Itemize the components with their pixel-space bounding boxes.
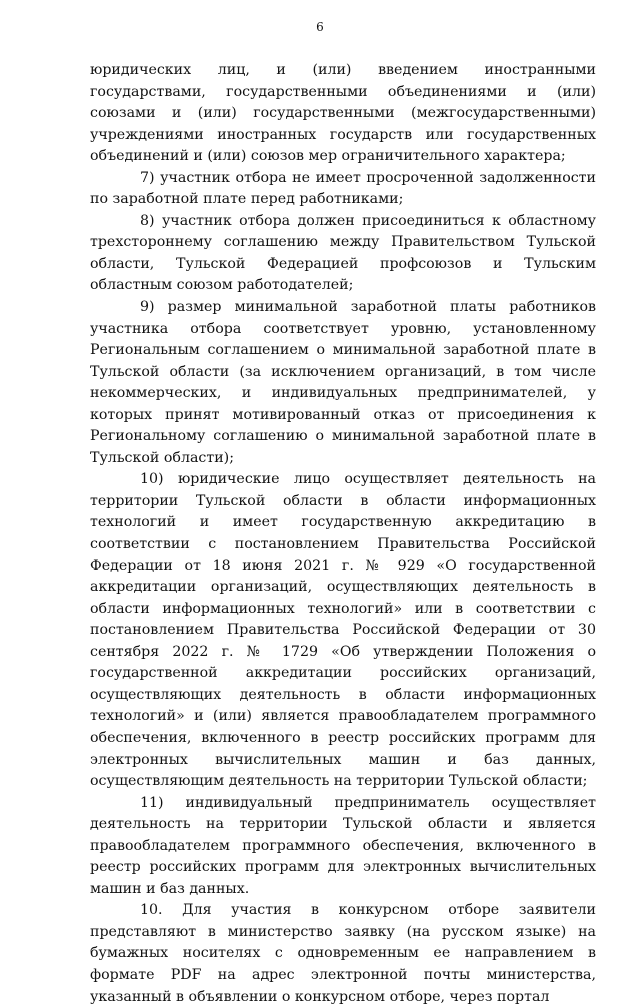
paragraph-item-7: 7) участник отбора не имеет просроченной задолженности по заработной плате перед работниками; (90, 169, 596, 208)
paragraph-item-11: 11) индивидуальный предприниматель осуществляет деятельность на территории Тульской области и является правообладателем программного обеспечения, включенного в реестр российских программ для электронных вычислительных машин и баз данных. (90, 794, 596, 897)
paragraph-continuation: юридических лиц, и (или) введением иностранными государствами, государственными объединениями и (или) союзами и (или) государственными (межгосударственными) учреждениями иностранных государств или государственных объединений и (или) союзов мер ограничительного характера; (90, 62, 596, 165)
paragraph-item-8: 8) участник отбора должен присоединиться к областному трехстороннему соглашению между Правительством Тульской области, Тульской Федерацией профсоюзов и Тульским областным союзом работодателей; (90, 212, 596, 294)
paragraph-item-9: 9) размер минимальной заработной платы работников участника отбора соответствует уровню, установленному Региональным соглашением о минимальной заработной плате в Тульской области (за исключением организаций, в том числе некоммерческих, и индивидуальных предпринимателей, у которых принят мотивированный отказ от присоединения к Региональному соглашению о минимальной заработной плате в Тульской области); (90, 299, 596, 466)
paragraph-section-10: 10. Для участия в конкурсном отборе заявители представляют в министерство заявку (на русском языке) на бумажных носителях с одновременным ее направлением в формате PDF на адрес электронной почты министерства, указанный в объявлении о конкурсном отборе, через портал (90, 902, 596, 1005)
page-number: 6 (316, 20, 324, 34)
document-body (90, 60, 596, 1008)
paragraph-item-10: 10) юридические лицо осуществляет деятельность на территории Тульской области в области информационных технологий и имеет государственную аккредитацию в соответствии с постановлением Правительства Российской Федерации от 18 июня 2021 г. № 929 «О государственной аккредитации организаций, осуществляющих деятельность в области информационных технологий» или в соответствии с постановлением Правительства Российской Федерации от 30 сентября 2022 г. № 1729 «Об утверждении Положения о государственной аккредитации российских организаций, осуществляющих деятельность в области информационных технологий» и (или) является правообладателем программного обеспечения, включенного в реестр российских программ для электронных вычислительных машин и баз данных, осуществляющим деятельность на территории Тульской области; (90, 471, 596, 790)
